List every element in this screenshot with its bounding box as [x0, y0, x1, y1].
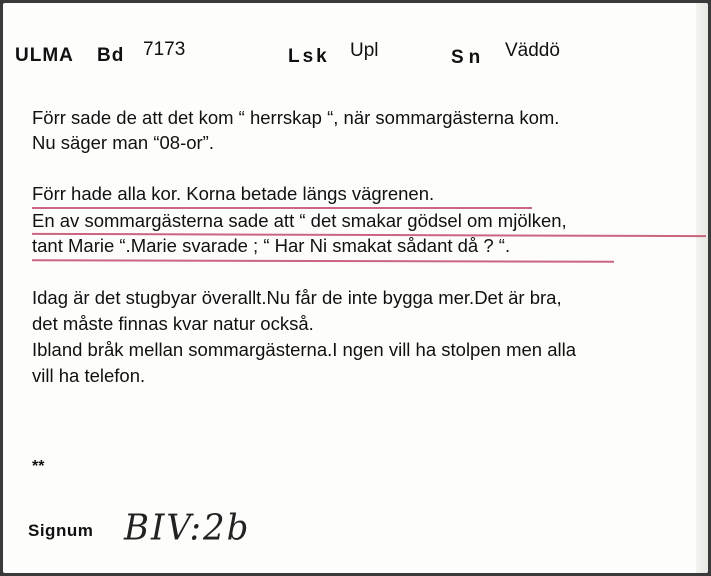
text-line: Förr hade alla kor. Korna betade längs vägrenen.: [32, 183, 435, 204]
signum-label: Signum: [28, 521, 94, 540]
text-line: tant Marie “.Marie svarade ; “ Har Ni smakat sådant då ? “.: [32, 235, 511, 256]
lsk-label: Lsk: [288, 46, 330, 67]
text-line: Förr sade de att det kom “ herrskap “, när sommargästerna kom.: [32, 107, 560, 128]
sn-value: Väddö: [505, 40, 560, 61]
bd-value: 7173: [143, 39, 186, 60]
text-line: vill ha telefon.: [32, 365, 146, 386]
text-line: En av sommargästerna sade att “ det smakar gödsel om mjölken,: [32, 210, 567, 231]
text-line: Nu säger man “08-or”.: [32, 132, 214, 153]
marks: **: [32, 458, 45, 475]
text-line: det måste finnas kvar natur också.: [32, 313, 314, 334]
underline-mark: [32, 259, 614, 262]
sn-label: Sn: [451, 47, 486, 68]
bd-label: Bd: [97, 45, 125, 66]
archive-card: [3, 3, 708, 573]
text-line: Idag är det stugbyar överallt.Nu får de inte bygga mer.Det är bra,: [32, 287, 562, 308]
archive-label: ULMA: [15, 45, 74, 66]
underline-mark: [32, 207, 532, 209]
card-edge: [696, 3, 708, 573]
text-line: Ibland bråk mellan sommargästerna.I ngen vill ha stolpen men alla: [32, 339, 576, 360]
lsk-value: Upl: [350, 40, 379, 61]
signum-value: BIV:2b: [124, 507, 251, 549]
